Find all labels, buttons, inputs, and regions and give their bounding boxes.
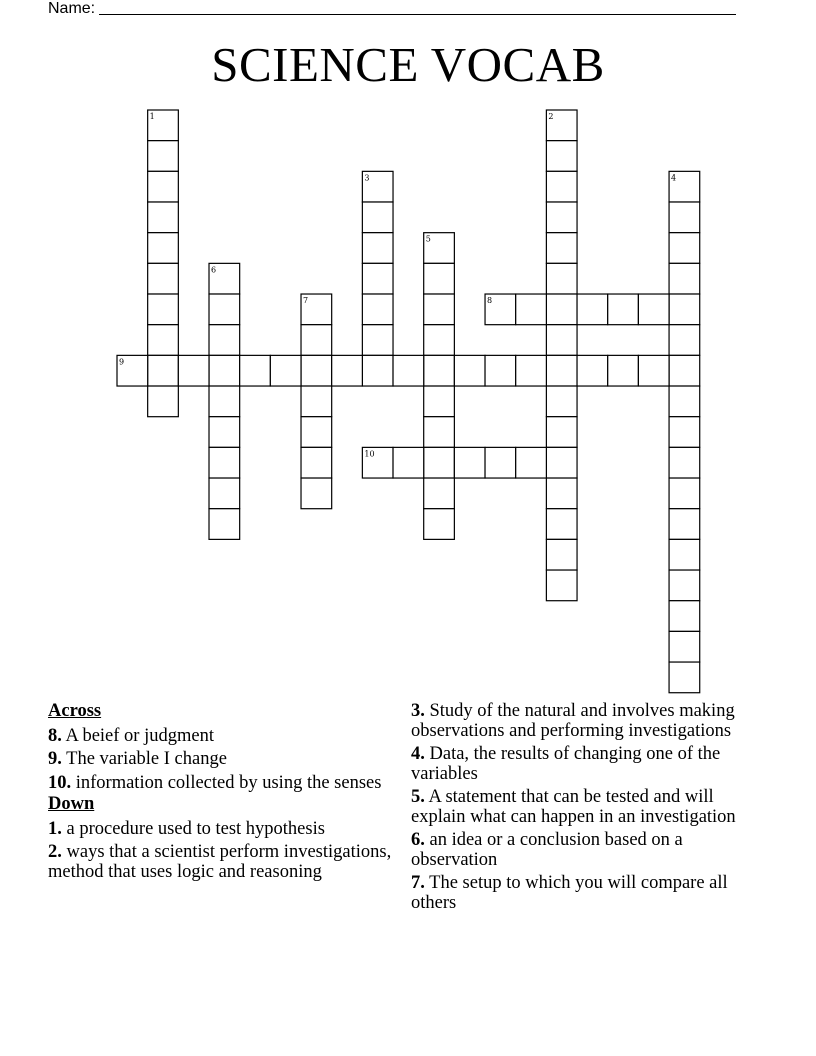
grid-cell[interactable]: [209, 509, 240, 540]
grid-cell[interactable]: [362, 263, 393, 294]
grid-cell[interactable]: [148, 355, 179, 386]
grid-cell[interactable]: [669, 509, 700, 540]
grid-number: 5: [425, 234, 431, 244]
grid-cell[interactable]: [669, 294, 700, 325]
grid-cell[interactable]: [301, 447, 332, 478]
clue-down-3: 3. Study of the natural and involves making observations and performing investigations: [411, 701, 735, 741]
grid-cell[interactable]: [546, 447, 577, 478]
grid-cell[interactable]: [454, 447, 485, 478]
grid-cell[interactable]: [148, 325, 179, 356]
grid-cell[interactable]: [485, 447, 516, 478]
grid-cell[interactable]: [424, 478, 455, 509]
grid-cell[interactable]: [301, 386, 332, 417]
grid-cell[interactable]: [546, 478, 577, 509]
clues-left-column: [48, 702, 398, 886]
grid-cell[interactable]: [669, 631, 700, 662]
grid-cell[interactable]: [669, 417, 700, 448]
grid-cell[interactable]: [669, 386, 700, 417]
grid-number: 9: [119, 357, 125, 367]
grid-cell[interactable]: [424, 447, 455, 478]
grid-cell[interactable]: [669, 233, 700, 264]
grid-cell[interactable]: [638, 294, 669, 325]
grid-cell[interactable]: [577, 355, 608, 386]
grid-cell[interactable]: [454, 355, 485, 386]
grid-cell[interactable]: [638, 355, 669, 386]
grid-cell[interactable]: [148, 141, 179, 172]
clue-across-9: 9. The variable I change: [48, 749, 227, 769]
grid-cell[interactable]: [669, 662, 700, 693]
grid-cell[interactable]: [332, 355, 363, 386]
grid-cell[interactable]: [424, 509, 455, 540]
grid-cell[interactable]: [148, 386, 179, 417]
grid-cell[interactable]: [178, 355, 209, 386]
grid-cell[interactable]: [393, 355, 424, 386]
clue-across-8: 8. A beief or judgment: [48, 725, 214, 746]
grid-cell[interactable]: [546, 171, 577, 202]
grid-number: 7: [303, 296, 309, 306]
grid-cell[interactable]: [424, 386, 455, 417]
clue-across-10: 10. information collected by using the senses: [48, 772, 382, 793]
grid-cell[interactable]: [546, 386, 577, 417]
across-heading: Across: [48, 701, 102, 721]
grid-number: 10: [364, 449, 375, 459]
grid-cell[interactable]: [546, 509, 577, 540]
grid-cell[interactable]: [669, 325, 700, 356]
grid-cell[interactable]: [516, 355, 547, 386]
grid-cell[interactable]: [424, 355, 455, 386]
grid-cell[interactable]: [424, 417, 455, 448]
grid-cell[interactable]: [209, 447, 240, 478]
clues-right-column: [411, 702, 771, 917]
grid-cell[interactable]: [546, 355, 577, 386]
grid-cell[interactable]: [485, 355, 516, 386]
grid-cell[interactable]: [546, 570, 577, 601]
grid-cell[interactable]: [577, 294, 608, 325]
grid-cell[interactable]: [209, 417, 240, 448]
grid-cell[interactable]: [546, 233, 577, 264]
grid-cell[interactable]: [148, 294, 179, 325]
grid-cell[interactable]: [516, 294, 547, 325]
grid-cell[interactable]: [669, 263, 700, 294]
grid-cell[interactable]: [424, 294, 455, 325]
grid-cell[interactable]: [301, 417, 332, 448]
grid-cell[interactable]: [209, 386, 240, 417]
grid-cell[interactable]: [148, 202, 179, 233]
grid-cell[interactable]: [669, 570, 700, 601]
grid-cell[interactable]: [546, 294, 577, 325]
grid-cell[interactable]: [362, 325, 393, 356]
grid-number: 1: [149, 112, 155, 121]
clue-down-5: 5. A statement that can be tested and will explain what can happen in an investigation: [411, 787, 736, 827]
grid-cell[interactable]: [148, 171, 179, 202]
grid-number: 8: [487, 296, 493, 306]
grid-cell[interactable]: [546, 417, 577, 448]
clue-down-2: 2. ways that a scientist perform investigations, method that uses logic and reasoning: [48, 842, 392, 882]
grid-cell[interactable]: [301, 355, 332, 386]
grid-cell[interactable]: [546, 263, 577, 294]
page-title: SCIENCE VOCAB: [211, 37, 605, 92]
grid-cell[interactable]: [362, 294, 393, 325]
grid-cell[interactable]: [546, 325, 577, 356]
grid-number: 4: [671, 173, 677, 183]
clue-down-1: 1. a procedure used to test hypothesis: [48, 818, 325, 839]
grid-cell[interactable]: [424, 263, 455, 294]
grid-cell[interactable]: [209, 325, 240, 356]
grid-cell[interactable]: [362, 355, 393, 386]
grid-cell[interactable]: [608, 355, 639, 386]
grid-number: 3: [364, 173, 370, 183]
grid-cell[interactable]: [148, 263, 179, 294]
grid-cell[interactable]: [608, 294, 639, 325]
grid-cell[interactable]: [362, 233, 393, 264]
grid-cell[interactable]: [209, 478, 240, 509]
grid-cell[interactable]: [546, 141, 577, 172]
grid-cell[interactable]: [393, 447, 424, 478]
grid-cell[interactable]: [669, 447, 700, 478]
grid-cell[interactable]: [301, 325, 332, 356]
clue-down-6: 6. an idea or a conclusion based on a observation: [411, 830, 683, 870]
grid-cell[interactable]: [362, 202, 393, 233]
grid-cell[interactable]: [546, 202, 577, 233]
grid-cell[interactable]: [240, 355, 271, 386]
grid-cell[interactable]: [669, 478, 700, 509]
name-label: Name:: [48, 0, 96, 17]
grid-number: 6: [211, 265, 217, 275]
grid-cell[interactable]: [516, 447, 547, 478]
grid-number: 2: [548, 112, 554, 121]
grid-cell[interactable]: [669, 202, 700, 233]
grid-cell[interactable]: [424, 325, 455, 356]
grid-cell[interactable]: [209, 355, 240, 386]
down-heading: Down: [48, 794, 95, 814]
grid-cell[interactable]: [270, 355, 301, 386]
clue-down-7: 7. The setup to which you will compare all others: [411, 873, 728, 913]
grid-cell[interactable]: [148, 233, 179, 264]
grid-cell[interactable]: [546, 539, 577, 570]
grid-cell[interactable]: [209, 294, 240, 325]
grid-cell[interactable]: [669, 601, 700, 632]
grid-cell[interactable]: [301, 478, 332, 509]
clue-down-4: 4. Data, the results of changing one of the variables: [411, 744, 721, 784]
grid-cell[interactable]: [669, 539, 700, 570]
grid-cell[interactable]: [669, 355, 700, 386]
